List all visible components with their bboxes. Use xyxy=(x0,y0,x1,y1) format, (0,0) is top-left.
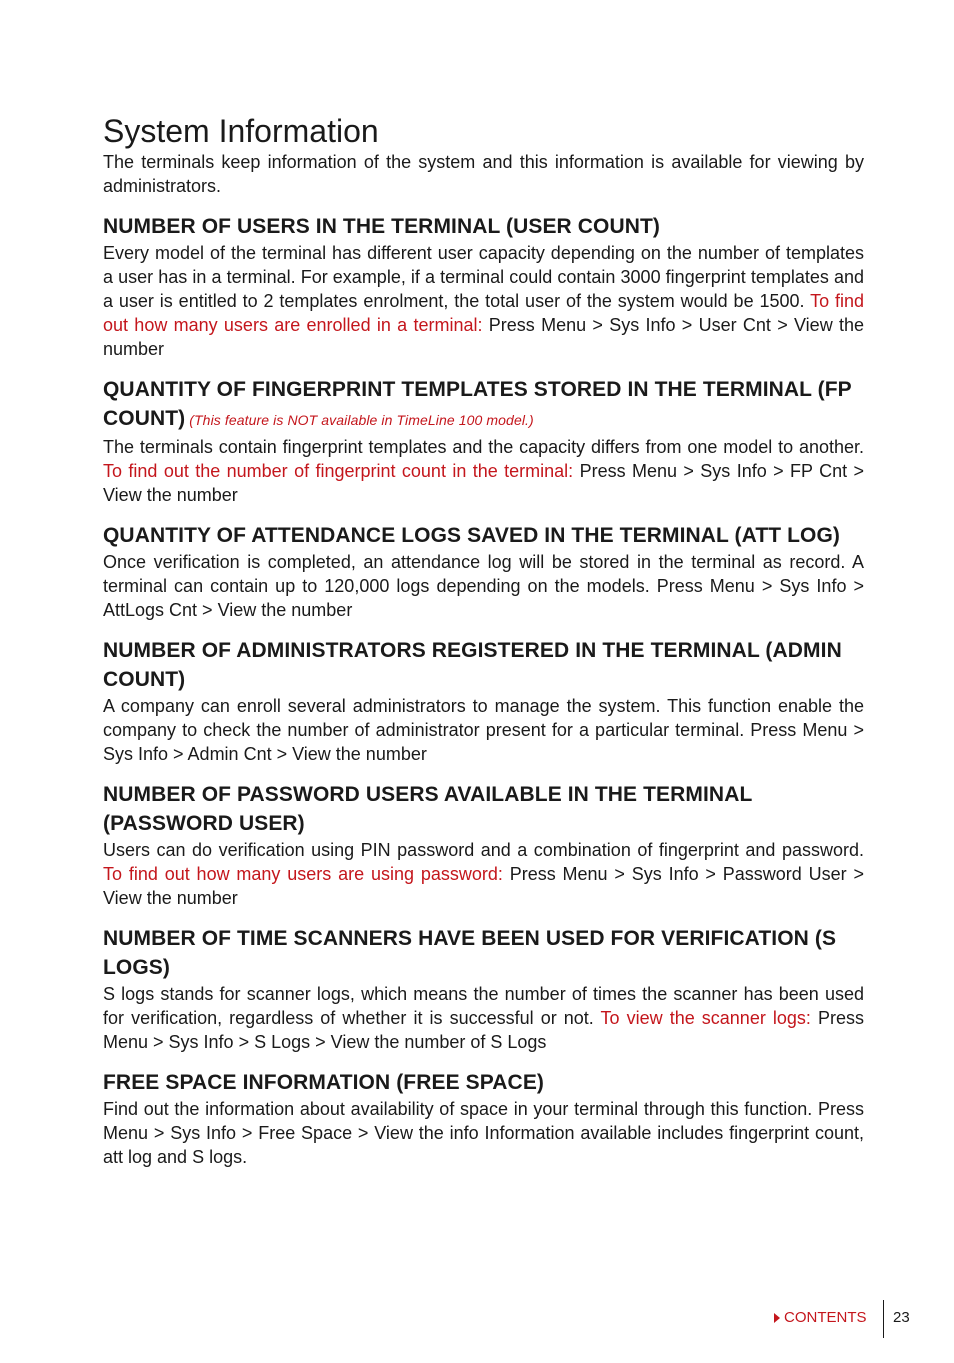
body-text: Press Menu > Sys Info > S Logs > View the number of S Logs xyxy=(103,1008,864,1052)
section-heading: NUMBER OF PASSWORD USERS AVAILABLE IN THE TERMINAL (PASSWORD USER) xyxy=(103,783,753,835)
section-heading: QUANTITY OF ATTENDANCE LOGS SAVED IN THE TERMINAL (ATT LOG) xyxy=(103,524,840,547)
page-number: 23 xyxy=(893,1309,910,1326)
section-body: Once verification is completed, an attendance log will be stored in the terminal as record. A terminal can contain up to 120,000 logs depending on the models. Press Menu > Sys Info > AttLogs Cnt > View the number xyxy=(103,552,864,620)
section-att-log xyxy=(103,521,864,622)
intro-paragraph: The terminals keep information of the system and this information is available for viewing by administrators. xyxy=(103,152,864,196)
body-text: Press Menu > Sys Info > FP Cnt > View the number xyxy=(103,461,865,505)
section-user-count xyxy=(103,212,864,361)
body-text: Every model of the terminal has different user capacity depending on the number of templates a user has in a terminal. For example, if a terminal could contain 3000 fingerprint templates and a user is entitled to 2 templates enrolment, the total user of the system would be 1500. xyxy=(103,243,864,311)
section-body: A company can enroll several administrators to manage the system. This function enable the company to check the number of administrator present for a particular terminal. Press Menu > Sys Info > Admin Cnt > View the number xyxy=(103,696,864,764)
highlight-text: To find out how many users are using password: xyxy=(103,864,503,884)
section-free-space xyxy=(103,1068,864,1169)
section-body xyxy=(103,838,864,910)
section-fp-count xyxy=(103,375,864,507)
highlight-text: To find out how many users are enrolled in a terminal: xyxy=(103,291,864,335)
body-text: S logs stands for scanner logs, which means the number of times the scanner has been used for verification, regardless of whether it is successful or not. xyxy=(103,984,864,1028)
section-heading xyxy=(103,375,864,435)
section-body xyxy=(103,241,864,361)
play-arrow-icon xyxy=(774,1313,780,1323)
section-heading: NUMBER OF USERS IN THE TERMINAL (USER COUNT) xyxy=(103,215,661,238)
highlight-text: To find out the number of fingerprint count in the terminal: xyxy=(103,461,574,481)
page-footer xyxy=(0,1300,954,1340)
page-content xyxy=(103,112,864,1183)
contents-label: CONTENTS xyxy=(784,1309,867,1326)
section-s-logs xyxy=(103,924,864,1054)
contents-link[interactable] xyxy=(774,1309,867,1326)
page-title: System Information xyxy=(103,113,379,149)
body-text: Press Menu > Sys Info > Password User > View the number xyxy=(103,864,864,908)
section-heading: NUMBER OF TIME SCANNERS HAVE BEEN USED FOR VERIFICATION (S LOGS) xyxy=(103,927,837,979)
section-heading: FREE SPACE INFORMATION (FREE SPACE) xyxy=(103,1071,545,1094)
highlight-text: To view the scanner logs: xyxy=(600,1008,811,1028)
section-admin-count xyxy=(103,636,864,766)
section-body xyxy=(103,982,864,1054)
footer-divider xyxy=(883,1300,884,1338)
section-body xyxy=(103,435,864,507)
heading-text: QUANTITY OF FINGERPRINT TEMPLATES STORED IN THE TERMINAL (FP COUNT) xyxy=(103,378,852,430)
section-body: Find out the information about availability of space in your terminal through this function. Press Menu > Sys Info > Free Space > View the info Information available includes fingerprint count, att log and S logs. xyxy=(103,1099,864,1167)
body-text: Users can do verification using PIN password and a combination of fingerprint and password. xyxy=(103,840,864,860)
model-note: (This feature is NOT available in TimeLine 100 model.) xyxy=(189,412,534,428)
section-password-user xyxy=(103,780,864,910)
section-heading: NUMBER OF ADMINISTRATORS REGISTERED IN THE TERMINAL (ADMIN COUNT) xyxy=(103,639,842,691)
body-text: Press Menu > Sys Info > User Cnt > View the number xyxy=(103,315,865,359)
body-text: The terminals contain fingerprint templates and the capacity differs from one model to another. xyxy=(103,437,864,457)
